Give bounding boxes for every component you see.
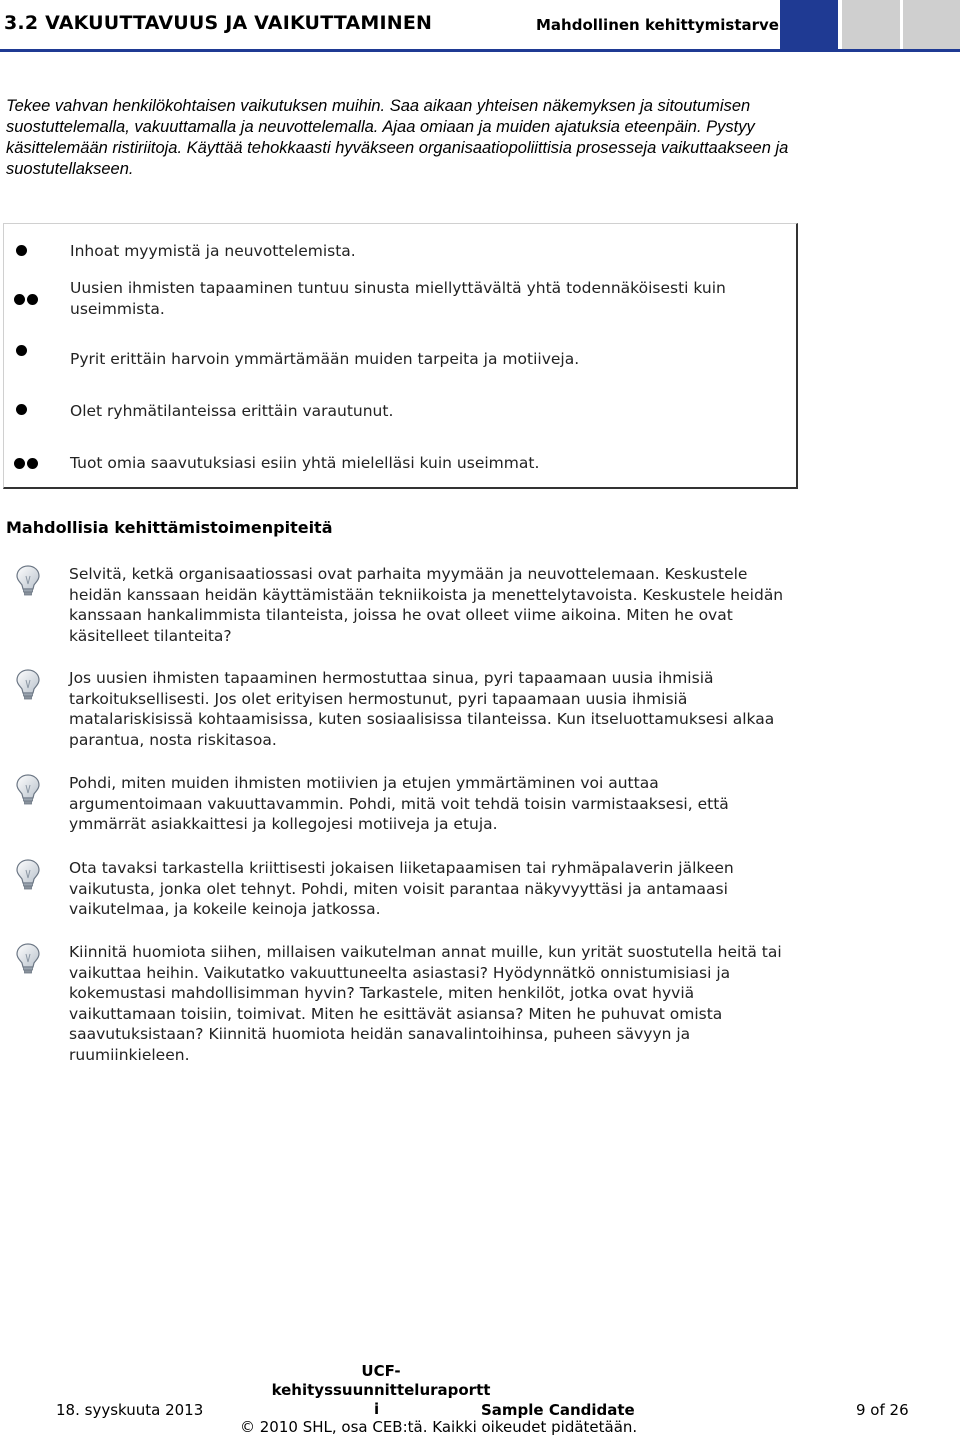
competency-description: Tekee vahvan henkilökohtaisen vaikutuksen muihin. Saa aikaan yhteisen näkemyksen ja sitoutumisen suostuttelemalla, vakuuttamalla ja neuvottelemalla. Ajaa omiaan ja muiden ajatuksia eteenpäin. Pystyy käsittelemään ristiriitoja. Käyttää tehokkaasti hyväkseen organisaatiopoliittisia prosesseja vaikuttaakseen ja suostutellakseen. [6, 97, 789, 178]
dot-rating-icon [16, 245, 27, 256]
footer-report-line: UCF- [361, 1362, 401, 1380]
footer-report-name [256, 1362, 506, 1419]
rating-box-empty [842, 0, 900, 49]
lightbulb-icon [14, 564, 42, 598]
footer-report-line: kehityssuunnitteluraportt [271, 1381, 491, 1399]
page-title: 3.2 VAKUUTTAVUUS JA VAIKUTTAMINEN [4, 12, 433, 34]
behavior-text: Tuot omia saavutuksiasi esiin yhtä mielelläsi kuin useimmat. [70, 454, 540, 472]
rating-box-empty [903, 0, 960, 49]
header-divider [0, 49, 960, 52]
behavior-text: Inhoat myymistä ja neuvottelemista. [70, 242, 356, 260]
action-text: Ota tavaksi tarkastella kriittisesti jokaisen liiketapaamisen tai ryhmäpalaverin jälkeen vaikutusta, jonka olet tehnyt. Pohdi, miten voisit parantaa näkyvyyttäsi ja antamaasi vaikutelmaa, ja kokeile keinoja jatkossa. [69, 859, 734, 918]
footer-report-line: i [374, 1400, 380, 1418]
footer-candidate: Sample Candidate [481, 1401, 635, 1419]
dot-rating-icon [14, 294, 38, 305]
page-number: 9 of 26 [856, 1401, 909, 1419]
behavior-text: Pyrit erittäin harvoin ymmärtämään muiden tarpeita ja motiiveja. [70, 350, 580, 368]
action-text: Kiinnitä huomiota siihen, millaisen vaikutelman annat muille, kun yrität suostutella heitä tai vaikuttaa heihin. Vaikutatko vakuuttuneelta asiastasi? Hyödynnätkö onnistumisiasi ja kokemustasi mahdollisimman hyvin? Tarkastele, miten henkilöt, jotka ovat hyviä vaikuttamaan toisiin, toimivat. Miten he esittävät asiansa? Miten he puhuvat omista saavutuksistaan? Kiinnitä huomiota heidän sanavalintoihinsa, puheen sävyyn ja ruumiinkieleen. [69, 943, 782, 1064]
action-text: Jos uusien ihmisten tapaaminen hermostuttaa sinua, pyri tapaamaan uusia ihmisiä tarkoituksellisesti. Jos olet erityisen hermostunut, pyri tapaamaan uusia ihmisiä matalariskisissä kohtaamisissa, kuten sosiaalisissa tilanteissa. Kun itseluottamuksesi alkaa parantua, nosta riskitasoa. [69, 669, 775, 749]
dot-rating-icon [14, 458, 38, 469]
rating-box-filled [780, 0, 838, 49]
lightbulb-icon [14, 668, 42, 702]
behavior-text: Uusien ihmisten tapaaminen tuntuu sinusta miellyttävältä yhtä todennäköisesti kuin useimmista. [70, 279, 726, 318]
lightbulb-icon [14, 942, 42, 976]
dot-rating-icon [16, 404, 27, 415]
section-heading: Mahdollisia kehittämistoimenpiteitä [6, 518, 333, 537]
action-text: Selvitä, ketkä organisaatiossasi ovat parhaita myymään ja neuvottelemaan. Keskustele heidän kanssaan heidän käyttämistään tekniikoista ja menettelytavoista. Keskustele heidän kanssaan hankalimmista tilanteista, joissa he ovat olleet viime aikoina. Miten he ovat käsitelleet tilanteita? [69, 565, 784, 645]
footer-date: 18. syyskuuta 2013 [56, 1401, 204, 1419]
behaviors-panel [3, 223, 798, 489]
footer-copyright: © 2010 SHL, osa CEB:tä. Kaikki oikeudet pidätetään. [240, 1418, 638, 1436]
dot-rating-icon [16, 345, 27, 356]
behavior-text: Olet ryhmätilanteissa erittäin varautunut. [70, 402, 394, 420]
rating-label: Mahdollinen kehittymistarve [536, 16, 779, 34]
lightbulb-icon [14, 773, 42, 807]
lightbulb-icon [14, 858, 42, 892]
action-text: Pohdi, miten muiden ihmisten motiivien ja etujen ymmärtäminen voi auttaa argumentoimaan vakuuttavammin. Pohdi, mitä voit tehdä toisin varmistaaksesi, että ymmärrät asiakkaittesi ja kollegojesi motiiveja ja etuja. [69, 774, 729, 833]
